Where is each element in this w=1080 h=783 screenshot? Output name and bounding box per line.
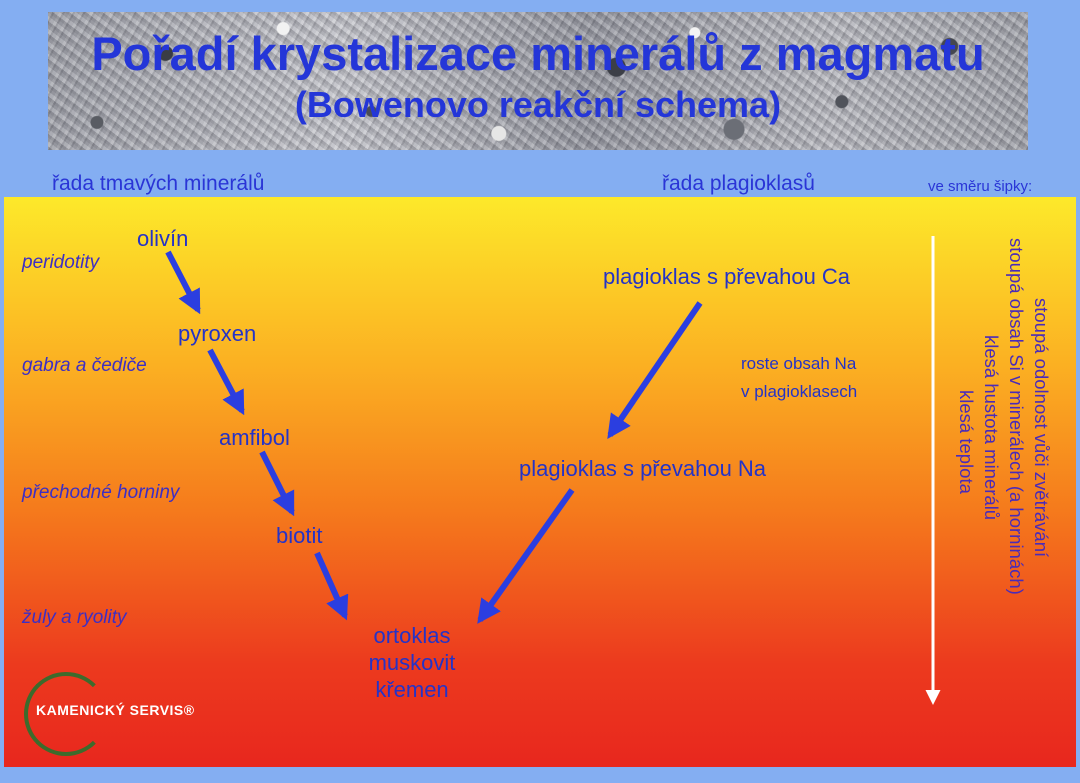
rock-peridotites: peridotity (22, 252, 100, 273)
mineral-muscovite: muskovit (368, 650, 456, 675)
plagioclase-note-line-2: v plagioklasech (741, 382, 858, 401)
arrow-amphibole-biotite (262, 452, 292, 512)
mineral-quartz: křemen (375, 677, 449, 702)
mineral-amphibole: amfibol (219, 425, 290, 450)
mineral-olivine: olivín (137, 226, 189, 251)
dark-series-header: řada tmavých minerálů (52, 172, 265, 195)
trend-density: klesá hustota minerálů (981, 335, 1002, 521)
arrow-pyroxene-amphibole (210, 350, 242, 411)
arrow-biotite-final (317, 553, 345, 616)
mineral-pyroxene: pyroxen (178, 321, 257, 346)
company-logo (24, 672, 224, 752)
arrow-na-final (480, 490, 572, 620)
title-line-2: (Bowenovo reakční schema) (294, 84, 782, 125)
logo-text: KAMENICKÝ SERVIS® (36, 702, 195, 718)
rock-gabbro-basalt: gabra a čediče (22, 355, 147, 376)
plagioclase-series-header: řada plagioklasů (662, 172, 815, 195)
plagioclase-na: plagioklas s převahou Na (519, 456, 767, 481)
trend-weathering-resistance: stoupá odolnost vůči zvětrávání (1031, 298, 1052, 558)
trend-temperature: klesá teplota (956, 390, 977, 494)
plagioclase-note-line-1: roste obsah Na (741, 354, 857, 373)
arrow-direction-header: ve směru šipky: (928, 178, 1033, 195)
plagioclase-ca: plagioklas s převahou Ca (603, 264, 851, 289)
arrow-olivine-pyroxene (168, 252, 198, 310)
trend-silica-content: stoupá obsah Si v minerálech (a horninách) (1006, 238, 1027, 595)
mineral-orthoclase: ortoklas (373, 623, 451, 648)
arrow-ca-na (610, 303, 700, 435)
title-line-1: Pořadí krystalizace minerálů z magmatu (91, 27, 985, 80)
mineral-biotite: biotit (276, 523, 323, 548)
rock-intermediate: přechodné horniny (22, 482, 180, 503)
rock-granite-rhyolite: žuly a ryolity (22, 607, 127, 628)
